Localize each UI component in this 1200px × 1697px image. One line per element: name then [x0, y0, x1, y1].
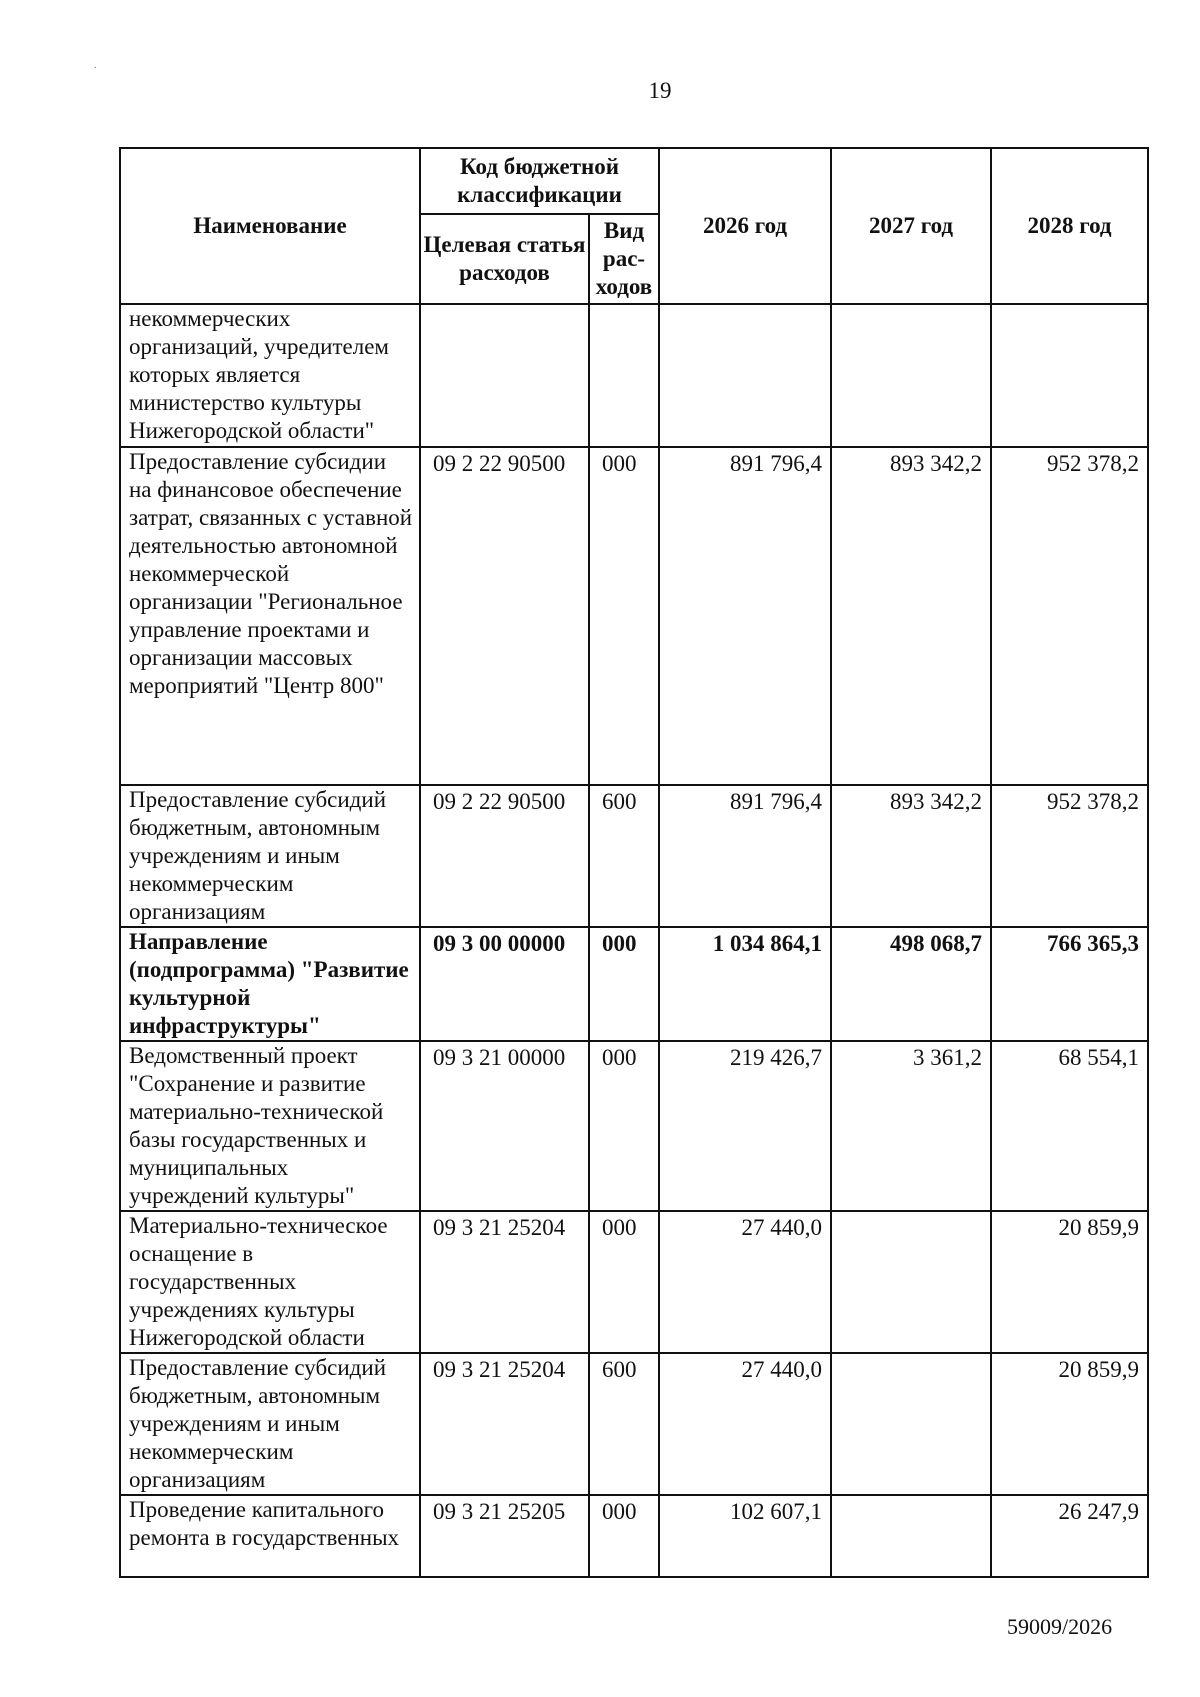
row-target-article: 09 3 21 25204 — [420, 1211, 589, 1353]
row-expense-type — [589, 304, 659, 447]
row-value-2026 — [659, 304, 831, 447]
table-row — [120, 785, 1148, 927]
table-row — [120, 304, 1148, 447]
row-name: Направление (подпрограмма) "Развитие культурной инфраструктуры" — [120, 927, 420, 1041]
row-value-2026: 219 426,7 — [659, 1041, 831, 1211]
header-expense-type: Вид рас-ходов — [589, 214, 659, 304]
row-target-article: 09 3 21 25205 — [420, 1495, 589, 1577]
row-name: Предоставление субсидии на финансовое обеспечение затрат, связанных с уставной деятельностью автономной некоммерческой организации "Региональное управление проектами и организации массовых мероприятий "Центр 800" — [120, 447, 420, 785]
row-name: Предоставление субсидий бюджетным, автономным учреждениям и иным некоммерческим организациям — [120, 785, 420, 927]
row-name: Проведение капитального ремонта в государственных — [120, 1495, 420, 1577]
row-value-2027 — [831, 1211, 991, 1353]
table-body — [120, 304, 1148, 1577]
row-expense-type: 000 — [589, 1495, 659, 1577]
row-target-article: 09 3 21 25204 — [420, 1353, 589, 1495]
row-target-article — [420, 304, 589, 447]
row-target-article: 09 2 22 90500 — [420, 447, 589, 785]
row-value-2027 — [831, 304, 991, 447]
row-target-article: 09 2 22 90500 — [420, 785, 589, 927]
row-value-2028: 20 859,9 — [991, 1211, 1148, 1353]
row-value-2026: 27 440,0 — [659, 1353, 831, 1495]
header-code-group: Код бюджетной классификации — [420, 148, 659, 214]
header-year-2027: 2027 год — [831, 148, 991, 304]
row-value-2028: 952 378,2 — [991, 447, 1148, 785]
row-value-2028: 952 378,2 — [991, 785, 1148, 927]
page-number: 19 — [648, 78, 672, 103]
table-row — [120, 1211, 1148, 1353]
header-year-2026: 2026 год — [659, 148, 831, 304]
row-value-2026: 102 607,1 — [659, 1495, 831, 1577]
row-expense-type: 000 — [589, 447, 659, 785]
table-row — [120, 1495, 1148, 1577]
row-expense-type: 600 — [589, 1353, 659, 1495]
header-name: Наименование — [120, 148, 420, 304]
document-number: 59009/2026 — [1007, 1614, 1113, 1639]
row-name: Предоставление субсидий бюджетным, автономным учреждениям и иным некоммерческим организациям — [120, 1353, 420, 1495]
row-name: некоммерческих организаций, учредителем которых является министерство культуры Нижегородской области" — [120, 304, 420, 447]
row-value-2028: 20 859,9 — [991, 1353, 1148, 1495]
row-name: Материально-техническое оснащение в государственных учреждениях культуры Нижегородской области — [120, 1211, 420, 1353]
row-expense-type: 000 — [589, 1041, 659, 1211]
row-value-2027: 3 361,2 — [831, 1041, 991, 1211]
row-target-article: 09 3 21 00000 — [420, 1041, 589, 1211]
row-value-2027: 893 342,2 — [831, 785, 991, 927]
header-target-article: Целевая статья расходов — [420, 214, 589, 304]
header-year-2028: 2028 год — [991, 148, 1148, 304]
row-target-article: 09 3 00 00000 — [420, 927, 589, 1041]
scan-speck: . — [94, 60, 97, 71]
row-value-2027: 893 342,2 — [831, 447, 991, 785]
row-value-2026: 1 034 864,1 — [659, 927, 831, 1041]
row-value-2026: 27 440,0 — [659, 1211, 831, 1353]
row-expense-type: 000 — [589, 1211, 659, 1353]
row-expense-type: 000 — [589, 927, 659, 1041]
row-value-2027 — [831, 1353, 991, 1495]
row-expense-type: 600 — [589, 785, 659, 927]
table-row — [120, 927, 1148, 1041]
table-row — [120, 447, 1148, 785]
table-row — [120, 1041, 1148, 1211]
budget-table — [119, 147, 1149, 1578]
row-value-2026: 891 796,4 — [659, 785, 831, 927]
row-value-2028: 68 554,1 — [991, 1041, 1148, 1211]
row-value-2028 — [991, 304, 1148, 447]
row-value-2028: 766 365,3 — [991, 927, 1148, 1041]
row-value-2027: 498 068,7 — [831, 927, 991, 1041]
table-row — [120, 1353, 1148, 1495]
row-value-2028: 26 247,9 — [991, 1495, 1148, 1577]
row-value-2026: 891 796,4 — [659, 447, 831, 785]
row-name: Ведомственный проект "Сохранение и развитие материально-технической базы государственных и муниципальных учреждений культуры" — [120, 1041, 420, 1211]
row-value-2027 — [831, 1495, 991, 1577]
